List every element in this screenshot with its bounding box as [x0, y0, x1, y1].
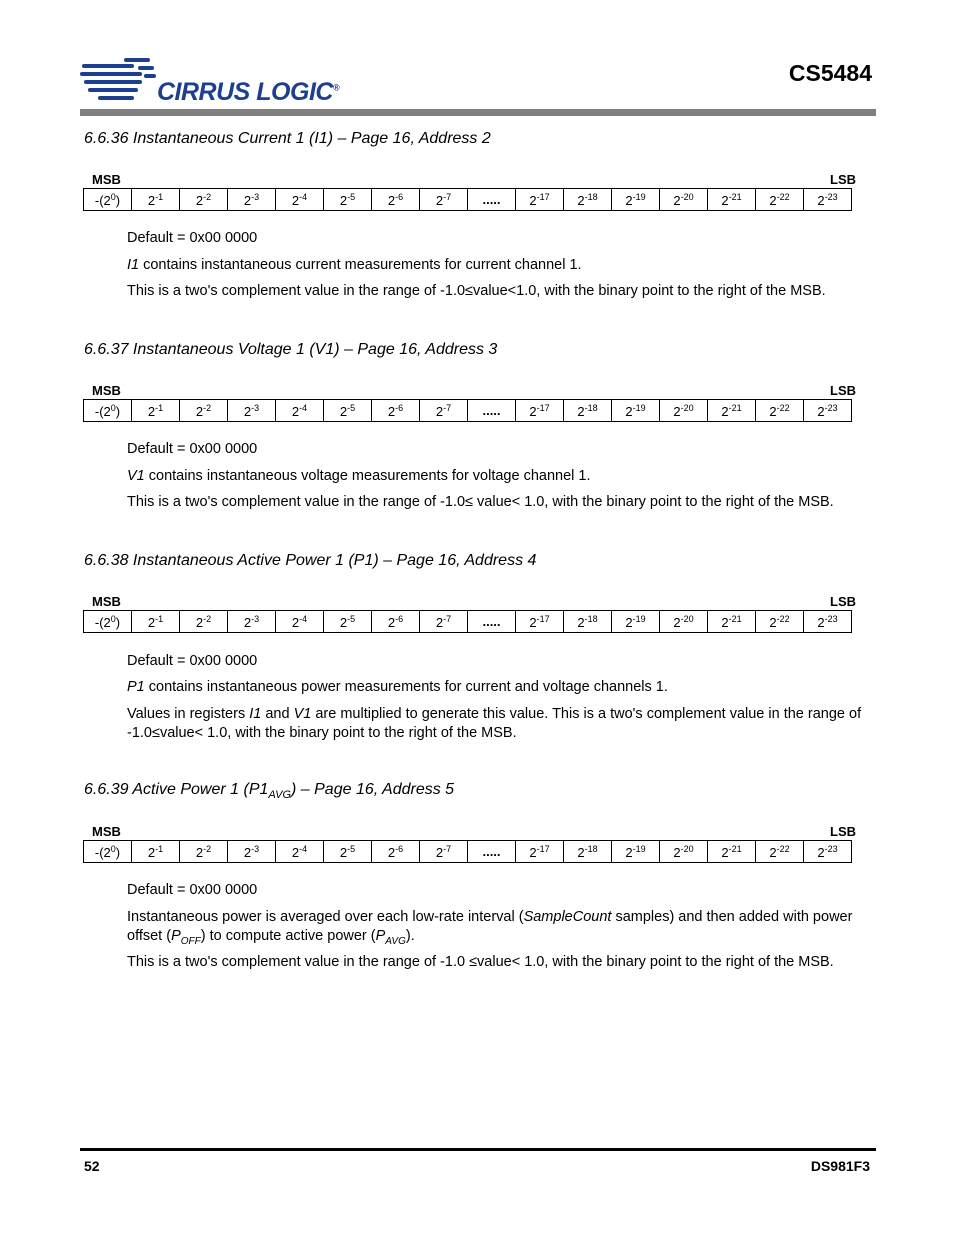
bit-base: 2 — [195, 403, 204, 419]
bit-exponent: -6 — [395, 402, 404, 413]
bit-base: 2 — [769, 614, 777, 630]
bit-exponent: -2 — [203, 402, 212, 413]
bit-exponent: -23 — [824, 613, 838, 624]
bit-base: ..... — [482, 614, 501, 629]
range-v1: This is a two's complement value in the range of -1.0≤ value< 1.0, with the binary point to the right of the MSB. — [127, 494, 834, 510]
bit-exponent: -4 — [299, 843, 308, 854]
description-text: ). — [405, 928, 415, 944]
bit-cell — [228, 400, 276, 422]
bit-cell — [516, 400, 564, 422]
bit-base: 2 — [673, 403, 681, 419]
bit-cell — [132, 841, 180, 863]
range-p1 — [127, 705, 873, 743]
lsb-label: LSB — [830, 383, 856, 398]
bit-cell — [276, 400, 324, 422]
bit-base: 2 — [435, 403, 444, 419]
bit-cell — [84, 611, 132, 633]
title-text: ) – Page 16, Address 5 — [291, 781, 455, 798]
bit-cell — [564, 611, 612, 633]
bit-cell — [324, 841, 372, 863]
bit-exponent: -5 — [347, 843, 356, 854]
bit-paren: ) — [115, 192, 121, 208]
bit-exponent: -22 — [776, 191, 790, 202]
default-value-p1avg: Default = 0x00 0000 — [127, 882, 258, 898]
description-text: contains instantaneous voltage measurements for voltage channel 1. — [144, 468, 591, 484]
bit-exponent: -17 — [536, 613, 550, 624]
bit-cell — [804, 611, 852, 633]
bit-exponent: -4 — [299, 402, 308, 413]
bit-base: 2 — [387, 614, 396, 630]
bit-exponent: 0 — [110, 402, 116, 413]
bit-base: 2 — [529, 403, 537, 419]
register-name: P — [171, 928, 181, 944]
msb-label: MSB — [92, 824, 121, 839]
bit-cell — [420, 611, 468, 633]
bit-cell — [708, 611, 756, 633]
bit-cell — [612, 611, 660, 633]
bit-exponent: -20 — [680, 191, 694, 202]
bit-cell — [804, 189, 852, 211]
bit-exponent: -1 — [155, 191, 164, 202]
bit-exponent: -2 — [203, 191, 212, 202]
range-text: are multiplied to generate this value. This is a two's complement value in the range of -1.0≤value< 1.0, with the binary point to the right of the MSB. — [127, 706, 862, 741]
description-v1 — [127, 467, 873, 486]
bit-base: 2 — [817, 844, 825, 860]
msb-label: MSB — [92, 383, 121, 398]
bit-cell — [84, 841, 132, 863]
bit-base: 2 — [817, 614, 825, 630]
bit-base: 2 — [721, 403, 729, 419]
bit-cell — [564, 841, 612, 863]
bit-cell — [372, 189, 420, 211]
register-name: P — [375, 928, 386, 944]
bit-base: 2 — [387, 403, 396, 419]
bit-base: -(2 — [94, 403, 111, 419]
default-value-v1: Default = 0x00 0000 — [127, 441, 258, 457]
bit-cell — [84, 189, 132, 211]
bit-exponent: -3 — [251, 191, 260, 202]
bit-base: 2 — [769, 403, 777, 419]
bit-base: 2 — [577, 844, 585, 860]
bit-base: 2 — [625, 614, 633, 630]
bit-cell — [708, 189, 756, 211]
parameter-name: SampleCount — [523, 909, 612, 925]
bit-base: 2 — [387, 844, 396, 860]
title-subscript: AVG — [268, 789, 292, 802]
bit-cell — [756, 611, 804, 633]
bit-cell — [804, 400, 852, 422]
msb-label: MSB — [92, 172, 121, 187]
register-name: P1 — [127, 679, 145, 695]
bit-cell — [516, 841, 564, 863]
bit-exponent: -2 — [203, 843, 212, 854]
bit-exponent: -2 — [203, 613, 212, 624]
bit-cell — [132, 400, 180, 422]
register-subscript: OFF — [180, 935, 201, 947]
bit-exponent: -7 — [443, 191, 452, 202]
bit-exponent: -17 — [536, 191, 550, 202]
range-i1: This is a two's complement value in the range of -1.0≤value<1.0, with the binary point to the right of the MSB. — [127, 283, 826, 299]
register-bit-table-p1avg — [83, 840, 852, 863]
description-text: ) to compute active power ( — [200, 928, 376, 944]
bit-cell — [660, 841, 708, 863]
bit-paren: ) — [115, 614, 121, 630]
bit-base: 2 — [721, 844, 729, 860]
description-text: contains instantaneous power measurements for current and voltage channels 1. — [144, 679, 668, 695]
bit-exponent: -21 — [728, 843, 742, 854]
bit-base: 2 — [339, 403, 348, 419]
bit-exponent: 0 — [110, 843, 116, 854]
bit-base: 2 — [577, 614, 585, 630]
bit-base: 2 — [291, 844, 300, 860]
bit-base: 2 — [147, 403, 156, 419]
bit-base: 2 — [625, 192, 633, 208]
chip-name: CS5484 — [788, 60, 872, 86]
logo-text: CIRRUS LOGIC® — [157, 78, 340, 106]
bit-exponent: -18 — [584, 613, 598, 624]
bit-exponent: -23 — [824, 402, 838, 413]
bit-base: 2 — [817, 403, 825, 419]
msb-label: MSB — [92, 594, 121, 609]
bit-exponent: -18 — [584, 191, 598, 202]
bit-cell — [276, 611, 324, 633]
bit-exponent: -1 — [155, 843, 164, 854]
bit-exponent: -19 — [632, 613, 646, 624]
bit-base: 2 — [625, 844, 633, 860]
bit-cell — [564, 400, 612, 422]
bit-cell-ellipsis — [468, 611, 516, 633]
bit-exponent: -1 — [155, 613, 164, 624]
bit-exponent: -18 — [584, 402, 598, 413]
bit-exponent: 0 — [110, 191, 116, 202]
page-number: 52 — [84, 1158, 100, 1174]
register-subscript: AVG — [385, 935, 406, 947]
bit-base: 2 — [339, 192, 348, 208]
bit-exponent: -23 — [824, 843, 838, 854]
range-p1avg: This is a two's complement value in the range of -1.0 ≤value< 1.0, with the binary point to the right of the MSB. — [127, 954, 834, 970]
footer-divider — [80, 1148, 876, 1151]
register-name: V1 — [293, 706, 312, 722]
bit-cell — [180, 611, 228, 633]
bit-exponent: -17 — [536, 843, 550, 854]
bit-exponent: -6 — [395, 191, 404, 202]
bit-base: 2 — [195, 614, 204, 630]
bit-cell — [660, 611, 708, 633]
bit-paren: ) — [115, 403, 121, 419]
bit-base: 2 — [339, 614, 348, 630]
bit-exponent: -5 — [347, 191, 356, 202]
bit-exponent: -19 — [632, 402, 646, 413]
bit-cell — [372, 841, 420, 863]
bit-exponent: -17 — [536, 402, 550, 413]
bit-cell — [660, 400, 708, 422]
description-text: contains instantaneous current measurements for current channel 1. — [139, 257, 582, 273]
bit-exponent: -20 — [680, 402, 694, 413]
register-bit-table-v1 — [83, 399, 852, 422]
default-value-p1: Default = 0x00 0000 — [127, 653, 258, 669]
default-value-i1: Default = 0x00 0000 — [127, 230, 258, 246]
bit-cell — [612, 841, 660, 863]
bit-cell — [132, 611, 180, 633]
bit-cell — [276, 189, 324, 211]
bit-exponent: -4 — [299, 191, 308, 202]
bit-exponent: -7 — [443, 402, 452, 413]
bit-paren: ) — [115, 844, 121, 860]
bit-cell — [324, 189, 372, 211]
section-title-p1avg — [84, 781, 454, 801]
bit-exponent: 0 — [110, 613, 116, 624]
bit-cell-ellipsis — [468, 841, 516, 863]
bit-base: -(2 — [94, 192, 111, 208]
bit-base: ..... — [482, 844, 501, 859]
bit-exponent: -22 — [776, 613, 790, 624]
bit-cell-ellipsis — [468, 189, 516, 211]
bit-exponent: -20 — [680, 613, 694, 624]
section-title-v1: 6.6.37 Instantaneous Voltage 1 (V1) – Page 16, Address 3 — [84, 341, 498, 358]
bit-base: 2 — [673, 614, 681, 630]
bit-cell — [612, 400, 660, 422]
bit-cell-ellipsis — [468, 400, 516, 422]
bit-cell — [756, 841, 804, 863]
bit-base: 2 — [769, 844, 777, 860]
bit-base: 2 — [147, 844, 156, 860]
bit-cell — [708, 841, 756, 863]
bit-cell — [516, 611, 564, 633]
bit-cell — [756, 189, 804, 211]
bit-base: -(2 — [94, 844, 111, 860]
bit-base: -(2 — [94, 614, 111, 630]
bit-cell — [756, 400, 804, 422]
lsb-label: LSB — [830, 824, 856, 839]
section-title-i1: 6.6.36 Instantaneous Current 1 (I1) – Page 16, Address 2 — [84, 130, 491, 147]
bit-base: 2 — [435, 844, 444, 860]
bit-base: 2 — [673, 844, 681, 860]
bit-cell — [228, 841, 276, 863]
section-title-p1: 6.6.38 Instantaneous Active Power 1 (P1) – Page 16, Address 4 — [84, 552, 537, 569]
range-text: Values in registers — [127, 706, 250, 722]
description-text: samples) and then added with power offset ( — [127, 909, 853, 944]
bit-base: 2 — [291, 614, 300, 630]
bit-exponent: -6 — [395, 843, 404, 854]
bit-exponent: -3 — [251, 402, 260, 413]
bit-cell — [372, 400, 420, 422]
bit-cell — [324, 611, 372, 633]
bit-exponent: -4 — [299, 613, 308, 624]
bit-cell — [132, 189, 180, 211]
bit-cell — [660, 189, 708, 211]
bit-exponent: -22 — [776, 402, 790, 413]
bit-exponent: -7 — [443, 613, 452, 624]
bit-base: 2 — [529, 192, 537, 208]
bit-cell — [180, 400, 228, 422]
bit-base: ..... — [482, 192, 501, 207]
bit-base: 2 — [195, 192, 204, 208]
description-p1avg — [127, 908, 873, 951]
bit-base: 2 — [721, 614, 729, 630]
bit-exponent: -6 — [395, 613, 404, 624]
bit-cell — [612, 189, 660, 211]
bit-base: 2 — [435, 192, 444, 208]
bit-base: ..... — [482, 403, 501, 418]
bit-base: 2 — [387, 192, 396, 208]
bit-cell — [564, 189, 612, 211]
bit-base: 2 — [195, 844, 204, 860]
register-name: I1 — [127, 257, 140, 273]
bit-base: 2 — [529, 614, 537, 630]
bit-base: 2 — [817, 192, 825, 208]
bit-exponent: -19 — [632, 843, 646, 854]
bit-base: 2 — [435, 614, 444, 630]
bit-exponent: -1 — [155, 402, 164, 413]
bit-cell — [420, 841, 468, 863]
bit-cell — [420, 189, 468, 211]
bit-exponent: -18 — [584, 843, 598, 854]
register-name: V1 — [127, 468, 145, 484]
bit-base: 2 — [291, 192, 300, 208]
bit-base: 2 — [243, 192, 252, 208]
bit-exponent: -23 — [824, 191, 838, 202]
bit-base: 2 — [577, 403, 585, 419]
bit-base: 2 — [673, 192, 681, 208]
description-p1 — [127, 678, 873, 697]
bit-base: 2 — [529, 844, 537, 860]
bit-base: 2 — [243, 403, 252, 419]
bit-cell — [420, 400, 468, 422]
register-bit-table-i1 — [83, 188, 852, 211]
bit-base: 2 — [625, 403, 633, 419]
bit-cell — [516, 189, 564, 211]
bit-cell — [324, 400, 372, 422]
bit-cell — [804, 841, 852, 863]
bit-exponent: -5 — [347, 613, 356, 624]
header-divider — [80, 109, 876, 116]
lsb-label: LSB — [830, 594, 856, 609]
bit-exponent: -7 — [443, 843, 452, 854]
bit-cell — [276, 841, 324, 863]
range-text: and — [261, 706, 294, 722]
bit-exponent: -19 — [632, 191, 646, 202]
bit-base: 2 — [243, 614, 252, 630]
title-text: 6.6.39 Active Power 1 (P1 — [84, 781, 269, 798]
bit-base: 2 — [577, 192, 585, 208]
register-name: I1 — [249, 706, 262, 722]
bit-cell — [228, 189, 276, 211]
bit-exponent: -21 — [728, 402, 742, 413]
bit-base: 2 — [339, 844, 348, 860]
bit-base: 2 — [769, 192, 777, 208]
bit-exponent: -3 — [251, 843, 260, 854]
bit-base: 2 — [147, 192, 156, 208]
document-number: DS981F3 — [810, 1158, 870, 1174]
bit-exponent: -22 — [776, 843, 790, 854]
bit-exponent: -21 — [728, 613, 742, 624]
bit-exponent: -3 — [251, 613, 260, 624]
bit-base: 2 — [147, 614, 156, 630]
bit-cell — [228, 611, 276, 633]
bit-cell — [84, 400, 132, 422]
lsb-label: LSB — [830, 172, 856, 187]
bit-base: 2 — [291, 403, 300, 419]
description-text: Instantaneous power is averaged over each low-rate interval ( — [127, 909, 524, 925]
bit-exponent: -20 — [680, 843, 694, 854]
bit-cell — [372, 611, 420, 633]
description-i1 — [127, 256, 873, 275]
bit-base: 2 — [243, 844, 252, 860]
bit-base: 2 — [721, 192, 729, 208]
bit-cell — [180, 189, 228, 211]
bit-exponent: -5 — [347, 402, 356, 413]
bit-cell — [180, 841, 228, 863]
bit-cell — [708, 400, 756, 422]
bit-exponent: -21 — [728, 191, 742, 202]
register-bit-table-p1 — [83, 610, 852, 633]
